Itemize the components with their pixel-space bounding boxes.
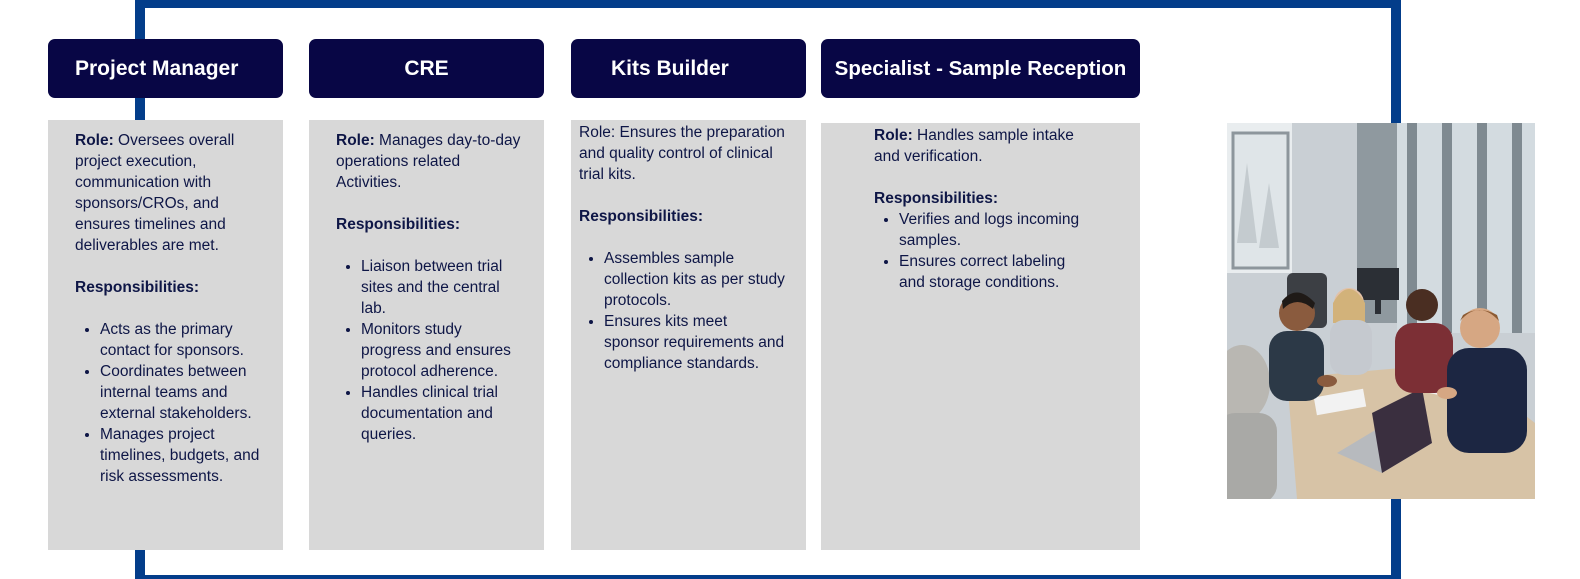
role-label: Role: [874, 127, 913, 144]
team-meeting-photo [1227, 123, 1535, 499]
card-cre [309, 120, 544, 550]
list-item: • Ensures kits meet sponsor requirements and compliance standards. [604, 311, 786, 374]
role-description [336, 130, 522, 193]
responsibilities-list [874, 209, 1080, 293]
header-title: Specialist - Sample Reception [834, 56, 1127, 80]
role-label: Role: [336, 132, 375, 149]
role-description [75, 130, 263, 256]
card-specialist-sample-reception [821, 123, 1140, 550]
responsibilities-label: Responsibilities: [874, 190, 999, 207]
list-item: • Manages project timelines, budgets, and risk assessments. [100, 424, 263, 487]
responsibilities-label: Responsibilities: [579, 208, 704, 225]
list-item: • Acts as the primary contact for sponsors. [100, 319, 263, 361]
role-text: Handles sample intake and verification. [874, 127, 1074, 165]
responsibilities-list [336, 256, 522, 445]
card-kits-builder [571, 120, 806, 550]
card-project-manager [48, 120, 283, 550]
header-title: Kits Builder [611, 56, 729, 80]
role-label: Role: [75, 132, 114, 149]
header-kits-builder [571, 39, 806, 98]
role-description [579, 122, 786, 185]
list-item: • Liaison between trial sites and the central lab. [361, 256, 522, 319]
header-title: CRE [404, 56, 449, 80]
role-text: Role: Ensures the preparation and quality control of clinical trial kits. [579, 124, 785, 183]
list-item: • Assembles sample collection kits as per study protocols. [604, 248, 786, 311]
header-project-manager [48, 39, 283, 98]
header-cre [309, 39, 544, 98]
role-text: Oversees overall project execution, communication with sponsors/CROs, and ensures timelines and deliverables are met. [75, 132, 235, 254]
responsibilities-list [579, 248, 786, 374]
role-text: Manages day-to-day operations related Activities. [336, 132, 521, 191]
list-item: • Handles clinical trial documentation and queries. [361, 382, 522, 445]
role-description [874, 125, 1080, 167]
responsibilities-label: Responsibilities: [75, 279, 200, 296]
header-title: Project Manager [75, 56, 239, 80]
list-item: • Monitors study progress and ensures protocol adherence. [361, 319, 522, 382]
header-specialist-sample-reception [821, 39, 1140, 98]
responsibilities-list [75, 319, 263, 487]
list-item: • Verifies and logs incoming samples. [899, 209, 1080, 251]
list-item: • Coordinates between internal teams and external stakeholders. [100, 361, 263, 424]
list-item: • Ensures correct labeling and storage conditions. [899, 251, 1080, 293]
responsibilities-label: Responsibilities: [336, 216, 461, 233]
